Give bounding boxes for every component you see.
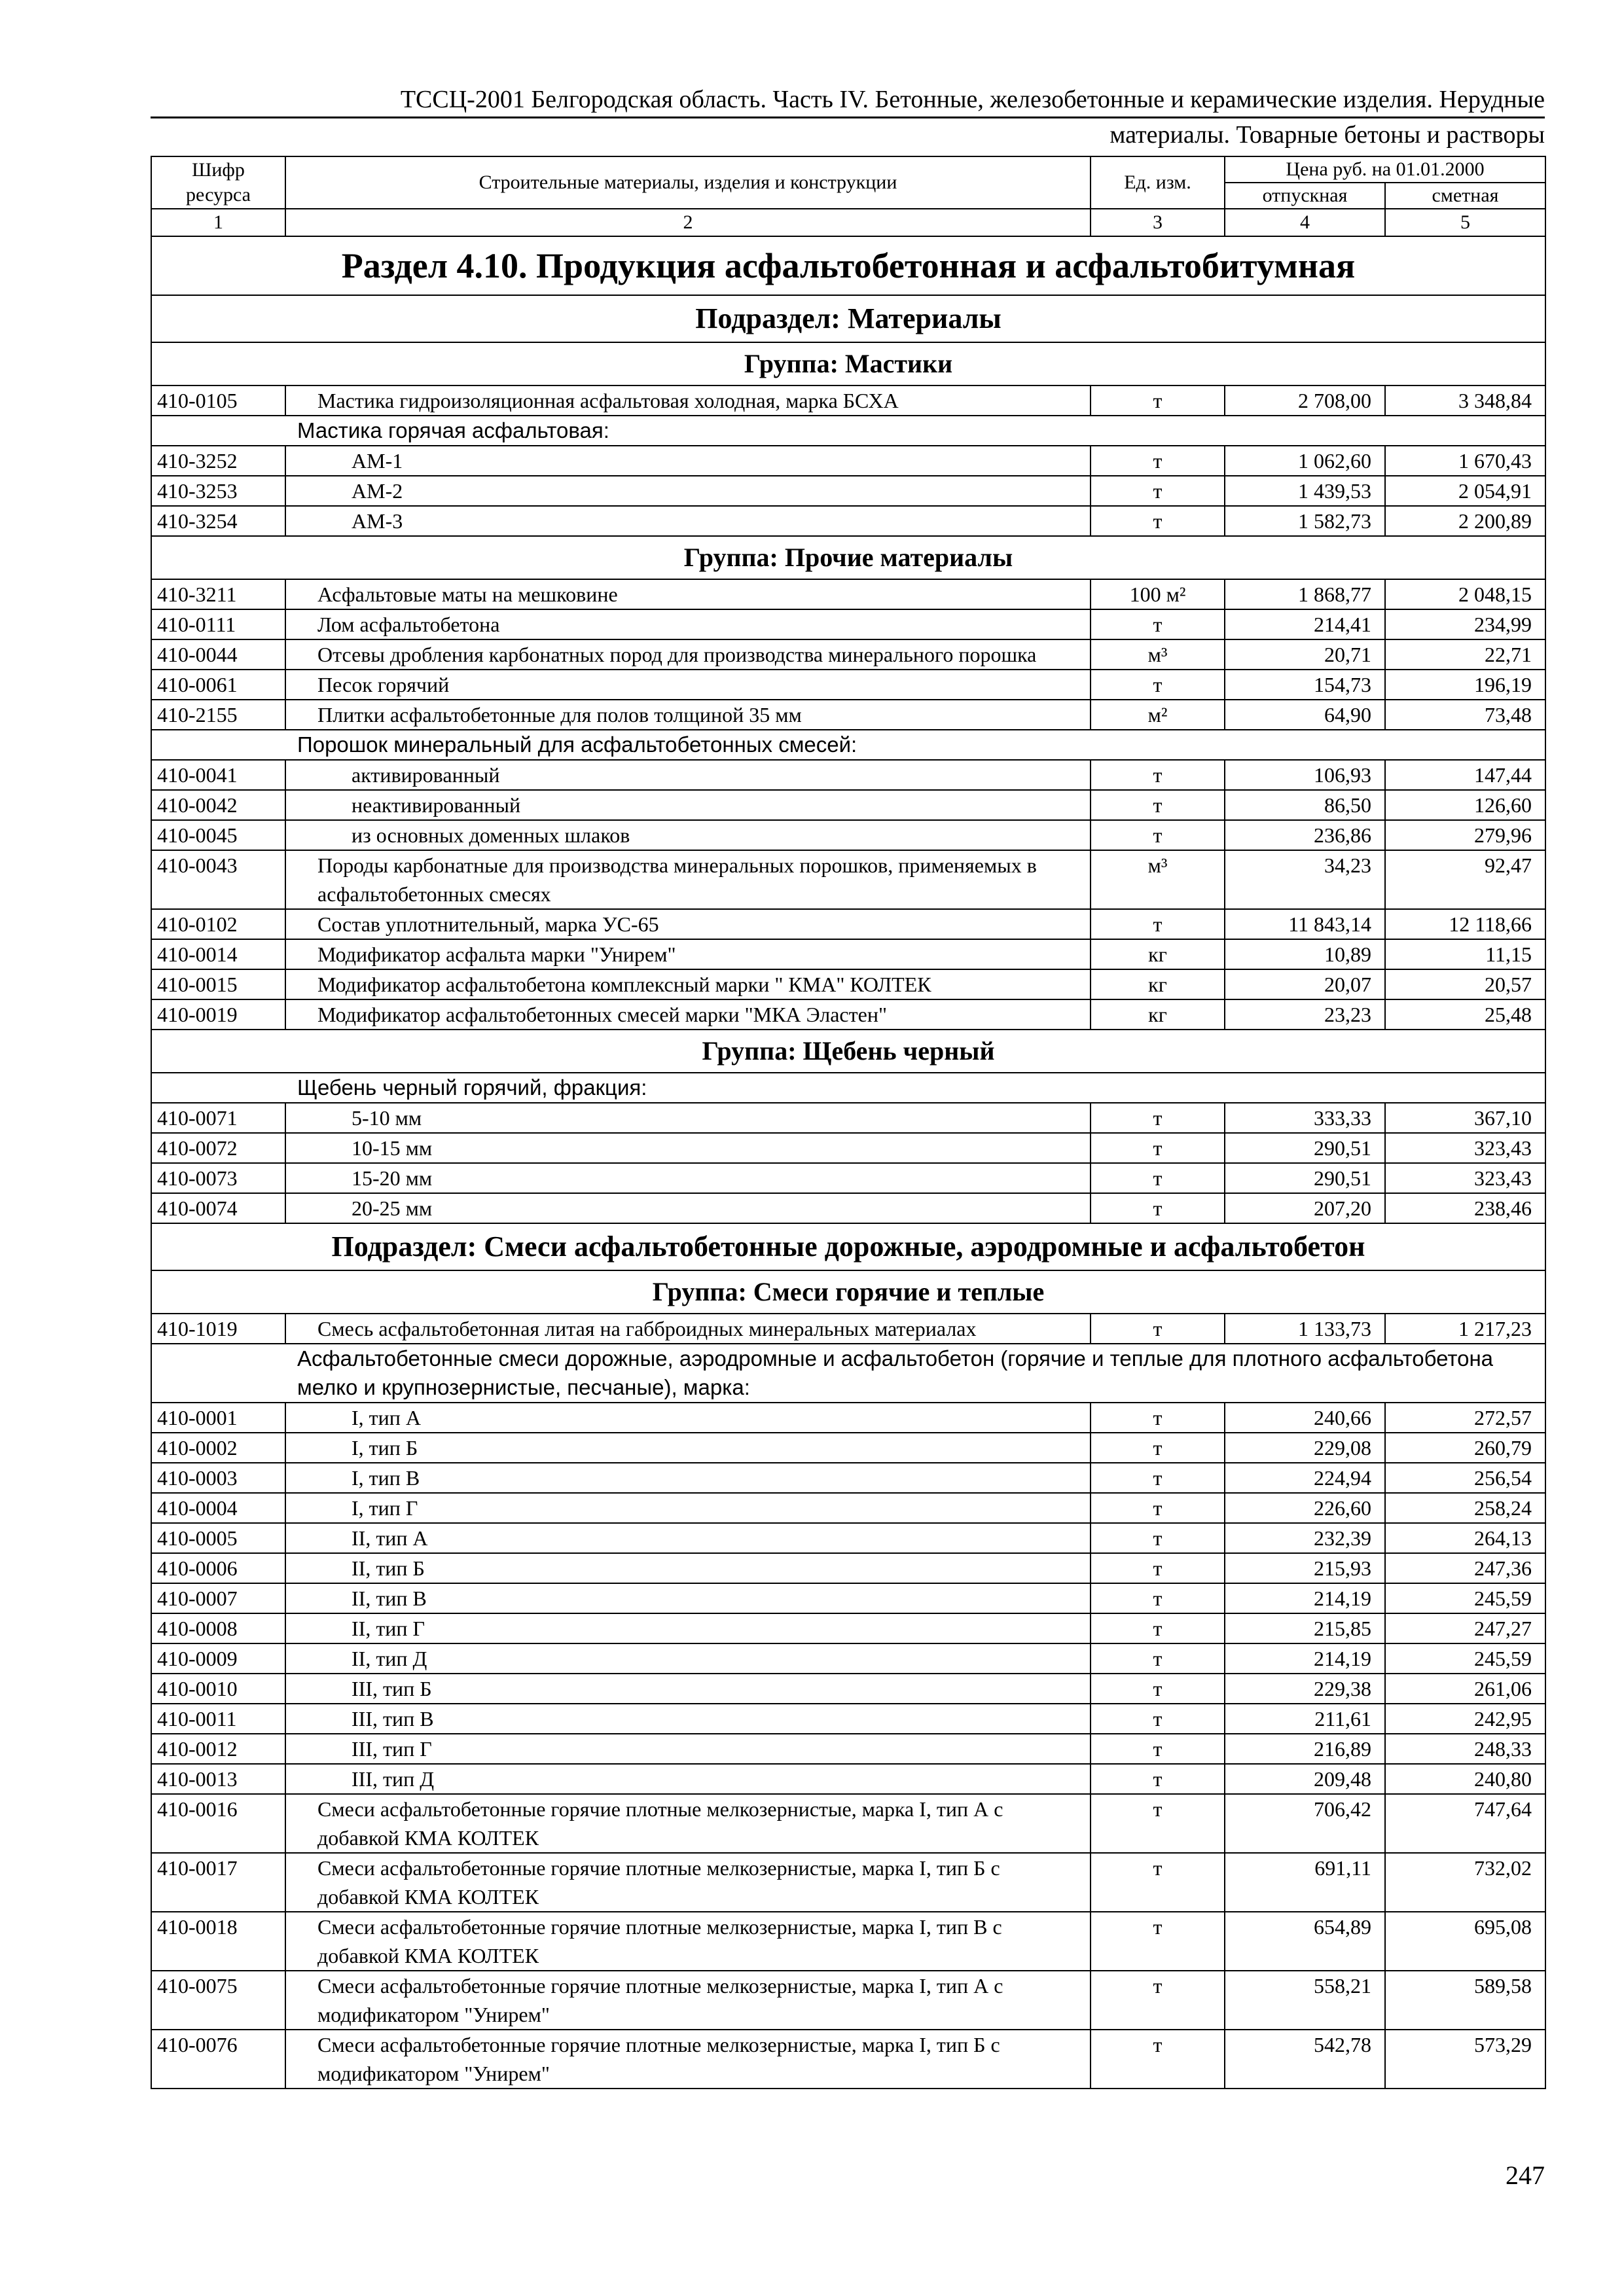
table-row bbox=[151, 1103, 1545, 1133]
resource-code: 410-0041 bbox=[151, 760, 285, 790]
resource-name: III, тип Б bbox=[285, 1674, 1091, 1704]
group-label: Щебень черный горячий, фракция: bbox=[151, 1073, 1545, 1103]
table-row bbox=[151, 1971, 1545, 2030]
resource-unit: т bbox=[1091, 1314, 1225, 1344]
resource-name: Смеси асфальтобетонные горячие плотные мелкозернистые, марка I, тип Б с добавкой КМА КОЛТЕК bbox=[285, 1853, 1091, 1912]
resource-unit: т bbox=[1091, 1193, 1225, 1223]
resource-unit: т bbox=[1091, 1523, 1225, 1553]
col-number: 3 bbox=[1091, 209, 1225, 236]
resource-code: 410-0105 bbox=[151, 386, 285, 416]
resource-name: Модификатор асфальта марки "Унирем" bbox=[285, 939, 1091, 969]
resource-unit: м² bbox=[1091, 700, 1225, 730]
col-header-unit: Ед. изм. bbox=[1091, 156, 1225, 209]
price-release: 240,66 bbox=[1225, 1403, 1385, 1433]
resource-unit: т bbox=[1091, 386, 1225, 416]
table-row bbox=[151, 446, 1545, 476]
resource-name: III, тип В bbox=[285, 1704, 1091, 1734]
resource-unit: т bbox=[1091, 1764, 1225, 1794]
resource-unit: кг bbox=[1091, 999, 1225, 1030]
resource-unit: кг bbox=[1091, 969, 1225, 999]
price-release: 215,85 bbox=[1225, 1613, 1385, 1643]
col-header-release: отпускная bbox=[1225, 183, 1385, 209]
resource-code: 410-0008 bbox=[151, 1613, 285, 1643]
resource-unit: т bbox=[1091, 1643, 1225, 1674]
table-body bbox=[151, 236, 1545, 2089]
resource-name: Плитки асфальтобетонные для полов толщиной 35 мм bbox=[285, 700, 1091, 730]
table-row bbox=[151, 579, 1545, 609]
price-estimate: 248,33 bbox=[1385, 1734, 1545, 1764]
price-release: 1 582,73 bbox=[1225, 506, 1385, 536]
group-title: Группа: Смеси горячие и теплые bbox=[151, 1270, 1545, 1314]
resource-name: Смеси асфальтобетонные горячие плотные мелкозернистые, марка I, тип А с модификатором "Унирем" bbox=[285, 1971, 1091, 2030]
table-row bbox=[151, 1193, 1545, 1223]
resource-unit: т bbox=[1091, 506, 1225, 536]
resource-name: Смесь асфальтобетонная литая на габброидных минеральных материалах bbox=[285, 1314, 1091, 1344]
price-estimate: 573,29 bbox=[1385, 2030, 1545, 2089]
group-label: Мастика горячая асфальтовая: bbox=[151, 416, 1545, 446]
resource-name: II, тип Б bbox=[285, 1553, 1091, 1583]
price-release: 86,50 bbox=[1225, 790, 1385, 820]
price-estimate: 261,06 bbox=[1385, 1674, 1545, 1704]
table-row bbox=[151, 999, 1545, 1030]
price-estimate: 367,10 bbox=[1385, 1103, 1545, 1133]
price-estimate: 2 048,15 bbox=[1385, 579, 1545, 609]
price-release: 214,41 bbox=[1225, 609, 1385, 639]
header-line-1: ТССЦ-2001 Белгородская область. Часть IV. Бетонные, железобетонные и керамические изделия. Нерудные bbox=[400, 86, 1545, 113]
resource-unit: 100 м² bbox=[1091, 579, 1225, 609]
price-estimate: 242,95 bbox=[1385, 1704, 1545, 1734]
price-estimate: 147,44 bbox=[1385, 760, 1545, 790]
table-row bbox=[151, 1433, 1545, 1463]
table-row bbox=[151, 1163, 1545, 1193]
resource-code: 410-0004 bbox=[151, 1493, 285, 1523]
price-release: 214,19 bbox=[1225, 1583, 1385, 1613]
price-estimate: 256,54 bbox=[1385, 1463, 1545, 1493]
resource-code: 410-0002 bbox=[151, 1433, 285, 1463]
resource-name: I, тип Б bbox=[285, 1433, 1091, 1463]
price-estimate: 747,64 bbox=[1385, 1794, 1545, 1853]
price-estimate: 323,43 bbox=[1385, 1133, 1545, 1163]
price-release: 290,51 bbox=[1225, 1133, 1385, 1163]
table-row bbox=[151, 609, 1545, 639]
resource-code: 410-0006 bbox=[151, 1553, 285, 1583]
price-estimate: 272,57 bbox=[1385, 1403, 1545, 1433]
price-release: 290,51 bbox=[1225, 1163, 1385, 1193]
price-release: 209,48 bbox=[1225, 1764, 1385, 1794]
table-row bbox=[151, 1553, 1545, 1583]
price-release: 10,89 bbox=[1225, 939, 1385, 969]
subsection-title: Подраздел: Смеси асфальтобетонные дорожные, аэродромные и асфальтобетон bbox=[151, 1223, 1545, 1270]
resource-unit: м³ bbox=[1091, 850, 1225, 909]
table-row bbox=[151, 939, 1545, 969]
resource-code: 410-3253 bbox=[151, 476, 285, 506]
table-row bbox=[151, 969, 1545, 999]
table-row bbox=[151, 476, 1545, 506]
resource-unit: т bbox=[1091, 1133, 1225, 1163]
price-estimate: 247,36 bbox=[1385, 1553, 1545, 1583]
resource-unit: т bbox=[1091, 446, 1225, 476]
price-estimate: 260,79 bbox=[1385, 1433, 1545, 1463]
resource-unit: т bbox=[1091, 609, 1225, 639]
price-estimate: 732,02 bbox=[1385, 1853, 1545, 1912]
resource-code: 410-0111 bbox=[151, 609, 285, 639]
table-row bbox=[151, 1133, 1545, 1163]
col-number: 2 bbox=[285, 209, 1091, 236]
col-header-name: Строительные материалы, изделия и конструкции bbox=[285, 156, 1091, 209]
price-release: 23,23 bbox=[1225, 999, 1385, 1030]
price-release: 1 868,77 bbox=[1225, 579, 1385, 609]
resource-code: 410-0016 bbox=[151, 1794, 285, 1853]
table-row bbox=[151, 1613, 1545, 1643]
table-row bbox=[151, 1853, 1545, 1912]
resource-name: 15-20 мм bbox=[285, 1163, 1091, 1193]
resource-code: 410-0010 bbox=[151, 1674, 285, 1704]
resource-unit: т bbox=[1091, 1912, 1225, 1971]
resource-name: Песок горячий bbox=[285, 670, 1091, 700]
col-number: 5 bbox=[1385, 209, 1545, 236]
group-label: Асфальтобетонные смеси дорожные, аэродромные и асфальтобетон (горячие и теплые для плотного асфальтобетона мелко и крупнозернистые, песчаные), марка: bbox=[151, 1344, 1545, 1403]
price-release: 214,19 bbox=[1225, 1643, 1385, 1674]
price-release: 706,42 bbox=[1225, 1794, 1385, 1853]
resource-code: 410-0014 bbox=[151, 939, 285, 969]
resource-unit: т bbox=[1091, 1163, 1225, 1193]
price-release: 2 708,00 bbox=[1225, 386, 1385, 416]
group-title: Группа: Мастики bbox=[151, 342, 1545, 386]
price-estimate: 245,59 bbox=[1385, 1643, 1545, 1674]
resource-code: 410-3252 bbox=[151, 446, 285, 476]
resource-unit: т bbox=[1091, 820, 1225, 850]
table-row bbox=[151, 2030, 1545, 2089]
group-label-row bbox=[151, 1344, 1545, 1403]
price-release: 64,90 bbox=[1225, 700, 1385, 730]
resource-code: 410-0011 bbox=[151, 1704, 285, 1734]
group-title: Группа: Щебень черный bbox=[151, 1030, 1545, 1073]
price-release: 229,38 bbox=[1225, 1674, 1385, 1704]
resource-name: III, тип Г bbox=[285, 1734, 1091, 1764]
table-header-row bbox=[151, 156, 1545, 183]
price-release: 34,23 bbox=[1225, 850, 1385, 909]
table-row bbox=[151, 760, 1545, 790]
resource-name: Модификатор асфальтобетона комплексный марки " КМА" КОЛТЕК bbox=[285, 969, 1091, 999]
price-estimate: 3 348,84 bbox=[1385, 386, 1545, 416]
table-row bbox=[151, 1314, 1545, 1344]
resource-code: 410-0045 bbox=[151, 820, 285, 850]
resource-code: 410-0044 bbox=[151, 639, 285, 670]
header-line-2: материалы. Товарные бетоны и растворы bbox=[1110, 121, 1545, 149]
price-release: 226,60 bbox=[1225, 1493, 1385, 1523]
table-row bbox=[151, 1463, 1545, 1493]
table-row bbox=[151, 506, 1545, 536]
header-rule bbox=[151, 117, 1545, 118]
price-estimate: 323,43 bbox=[1385, 1163, 1545, 1193]
price-release: 207,20 bbox=[1225, 1193, 1385, 1223]
resource-name: II, тип Д bbox=[285, 1643, 1091, 1674]
resource-name: Смеси асфальтобетонные горячие плотные мелкозернистые, марка I, тип В с добавкой КМА КОЛТЕК bbox=[285, 1912, 1091, 1971]
resource-code: 410-0003 bbox=[151, 1463, 285, 1493]
price-estimate: 264,13 bbox=[1385, 1523, 1545, 1553]
price-estimate: 92,47 bbox=[1385, 850, 1545, 909]
resource-code: 410-2155 bbox=[151, 700, 285, 730]
resource-unit: т bbox=[1091, 1794, 1225, 1853]
price-release: 1 062,60 bbox=[1225, 446, 1385, 476]
resource-code: 410-0073 bbox=[151, 1163, 285, 1193]
price-estimate: 240,80 bbox=[1385, 1764, 1545, 1794]
resource-code: 410-0013 bbox=[151, 1764, 285, 1794]
subsection-title: Подраздел: Материалы bbox=[151, 295, 1545, 342]
group-row bbox=[151, 1030, 1545, 1073]
resource-code: 410-0102 bbox=[151, 909, 285, 939]
resource-code: 410-0061 bbox=[151, 670, 285, 700]
table-row bbox=[151, 670, 1545, 700]
table-row bbox=[151, 639, 1545, 670]
price-release: 333,33 bbox=[1225, 1103, 1385, 1133]
resource-name: I, тип В bbox=[285, 1463, 1091, 1493]
resource-unit: т bbox=[1091, 1493, 1225, 1523]
resource-name: Лом асфальтобетона bbox=[285, 609, 1091, 639]
group-title: Группа: Прочие материалы bbox=[151, 536, 1545, 579]
resource-code: 410-0072 bbox=[151, 1133, 285, 1163]
resource-unit: т bbox=[1091, 670, 1225, 700]
resource-name: I, тип А bbox=[285, 1403, 1091, 1433]
price-release: 542,78 bbox=[1225, 2030, 1385, 2089]
resource-unit: т bbox=[1091, 1674, 1225, 1704]
resource-code: 410-0017 bbox=[151, 1853, 285, 1912]
price-estimate: 22,71 bbox=[1385, 639, 1545, 670]
table-row bbox=[151, 1734, 1545, 1764]
price-estimate: 1 217,23 bbox=[1385, 1314, 1545, 1344]
price-estimate: 12 118,66 bbox=[1385, 909, 1545, 939]
table-row bbox=[151, 700, 1545, 730]
resource-unit: т bbox=[1091, 1583, 1225, 1613]
resource-code: 410-0075 bbox=[151, 1971, 285, 2030]
price-release: 654,89 bbox=[1225, 1912, 1385, 1971]
price-estimate: 247,27 bbox=[1385, 1613, 1545, 1643]
resource-code: 410-1019 bbox=[151, 1314, 285, 1344]
table-row bbox=[151, 1764, 1545, 1794]
resource-unit: т bbox=[1091, 909, 1225, 939]
price-estimate: 126,60 bbox=[1385, 790, 1545, 820]
price-estimate: 258,24 bbox=[1385, 1493, 1545, 1523]
resource-unit: т bbox=[1091, 1103, 1225, 1133]
section-row bbox=[151, 236, 1545, 295]
table-row bbox=[151, 909, 1545, 939]
resource-name: из основных доменных шлаков bbox=[285, 820, 1091, 850]
table-row bbox=[151, 1403, 1545, 1433]
price-estimate: 238,46 bbox=[1385, 1193, 1545, 1223]
table-row bbox=[151, 1643, 1545, 1674]
table-row bbox=[151, 386, 1545, 416]
resource-code: 410-0074 bbox=[151, 1193, 285, 1223]
table-row bbox=[151, 1583, 1545, 1613]
price-release: 229,08 bbox=[1225, 1433, 1385, 1463]
group-row bbox=[151, 536, 1545, 579]
resource-name: II, тип В bbox=[285, 1583, 1091, 1613]
resource-name: 20-25 мм bbox=[285, 1193, 1091, 1223]
resource-code: 410-0042 bbox=[151, 790, 285, 820]
price-estimate: 11,15 bbox=[1385, 939, 1545, 969]
resource-name: Смеси асфальтобетонные горячие плотные мелкозернистые, марка I, тип Б с модификатором "Унирем" bbox=[285, 2030, 1091, 2089]
table-row bbox=[151, 820, 1545, 850]
resource-name: II, тип А bbox=[285, 1523, 1091, 1553]
resource-name: 5-10 мм bbox=[285, 1103, 1091, 1133]
col-header-estimate: сметная bbox=[1385, 183, 1545, 209]
group-row bbox=[151, 342, 1545, 386]
price-release: 215,93 bbox=[1225, 1553, 1385, 1583]
resource-unit: т bbox=[1091, 790, 1225, 820]
col-number: 1 bbox=[151, 209, 285, 236]
resource-code: 410-0001 bbox=[151, 1403, 285, 1433]
price-release: 154,73 bbox=[1225, 670, 1385, 700]
price-release: 558,21 bbox=[1225, 1971, 1385, 2030]
resource-name: Мастика гидроизоляционная асфальтовая холодная, марка БСХА bbox=[285, 386, 1091, 416]
price-estimate: 73,48 bbox=[1385, 700, 1545, 730]
resource-unit: т bbox=[1091, 1553, 1225, 1583]
resource-unit: т bbox=[1091, 1704, 1225, 1734]
resource-unit: т bbox=[1091, 2030, 1225, 2089]
group-label-row bbox=[151, 1073, 1545, 1103]
column-number-row bbox=[151, 209, 1545, 236]
resource-code: 410-0018 bbox=[151, 1912, 285, 1971]
resource-unit: т bbox=[1091, 1613, 1225, 1643]
subsection-row bbox=[151, 295, 1545, 342]
price-release: 20,71 bbox=[1225, 639, 1385, 670]
resource-name: Асфальтовые маты на мешковине bbox=[285, 579, 1091, 609]
resource-name: III, тип Д bbox=[285, 1764, 1091, 1794]
resource-name: Состав уплотнительный, марка УС-65 bbox=[285, 909, 1091, 939]
price-estimate: 1 670,43 bbox=[1385, 446, 1545, 476]
resource-code: 410-0043 bbox=[151, 850, 285, 909]
price-release: 236,86 bbox=[1225, 820, 1385, 850]
resource-unit: т bbox=[1091, 1463, 1225, 1493]
section-title: Раздел 4.10. Продукция асфальтобетонная и асфальтобитумная bbox=[151, 236, 1545, 295]
price-estimate: 2 200,89 bbox=[1385, 506, 1545, 536]
price-estimate: 245,59 bbox=[1385, 1583, 1545, 1613]
resource-unit: м³ bbox=[1091, 639, 1225, 670]
price-estimate: 196,19 bbox=[1385, 670, 1545, 700]
price-estimate: 234,99 bbox=[1385, 609, 1545, 639]
resource-name: I, тип Г bbox=[285, 1493, 1091, 1523]
resource-code: 410-0015 bbox=[151, 969, 285, 999]
price-estimate: 589,58 bbox=[1385, 1971, 1545, 2030]
price-estimate: 279,96 bbox=[1385, 820, 1545, 850]
running-header bbox=[151, 84, 1545, 150]
resource-code: 410-0005 bbox=[151, 1523, 285, 1553]
resource-code: 410-0019 bbox=[151, 999, 285, 1030]
resource-code: 410-0007 bbox=[151, 1583, 285, 1613]
price-release: 106,93 bbox=[1225, 760, 1385, 790]
resource-name: активированный bbox=[285, 760, 1091, 790]
resource-unit: т bbox=[1091, 1734, 1225, 1764]
col-header-code: Шифр ресурса bbox=[151, 156, 285, 209]
price-release: 691,11 bbox=[1225, 1853, 1385, 1912]
resource-unit: кг bbox=[1091, 939, 1225, 969]
table-row bbox=[151, 850, 1545, 909]
resource-name: II, тип Г bbox=[285, 1613, 1091, 1643]
col-number: 4 bbox=[1225, 209, 1385, 236]
price-release: 224,94 bbox=[1225, 1463, 1385, 1493]
resource-unit: т bbox=[1091, 1853, 1225, 1912]
price-estimate: 25,48 bbox=[1385, 999, 1545, 1030]
group-label-row bbox=[151, 416, 1545, 446]
resource-name: АМ-3 bbox=[285, 506, 1091, 536]
resource-unit: т bbox=[1091, 1433, 1225, 1463]
col-header-price: Цена руб. на 01.01.2000 bbox=[1225, 156, 1545, 183]
resource-name: Отсевы дробления карбонатных пород для производства минерального порошка bbox=[285, 639, 1091, 670]
resource-name: 10-15 мм bbox=[285, 1133, 1091, 1163]
resource-name: неактивированный bbox=[285, 790, 1091, 820]
price-release: 20,07 bbox=[1225, 969, 1385, 999]
resource-code: 410-0076 bbox=[151, 2030, 285, 2089]
price-estimate: 20,57 bbox=[1385, 969, 1545, 999]
resource-unit: т bbox=[1091, 1971, 1225, 2030]
subsection-row bbox=[151, 1223, 1545, 1270]
resource-name: Породы карбонатные для производства минеральных порошков, применяемых в асфальтобетонных смесях bbox=[285, 850, 1091, 909]
group-row bbox=[151, 1270, 1545, 1314]
resource-code: 410-0012 bbox=[151, 1734, 285, 1764]
resource-name: АМ-1 bbox=[285, 446, 1091, 476]
table-row bbox=[151, 1674, 1545, 1704]
resource-unit: т bbox=[1091, 1403, 1225, 1433]
price-release: 211,61 bbox=[1225, 1704, 1385, 1734]
resource-code: 410-0071 bbox=[151, 1103, 285, 1133]
price-estimate: 2 054,91 bbox=[1385, 476, 1545, 506]
page-number: 247 bbox=[1506, 2161, 1545, 2190]
price-release: 216,89 bbox=[1225, 1734, 1385, 1764]
table-row bbox=[151, 1912, 1545, 1971]
resource-unit: т bbox=[1091, 760, 1225, 790]
table-row bbox=[151, 1704, 1545, 1734]
resource-code: 410-3254 bbox=[151, 506, 285, 536]
resource-name: Модификатор асфальтобетонных смесей марки "МКА Эластен" bbox=[285, 999, 1091, 1030]
table-row bbox=[151, 790, 1545, 820]
price-release: 1 439,53 bbox=[1225, 476, 1385, 506]
group-label: Порошок минеральный для асфальтобетонных смесей: bbox=[151, 730, 1545, 760]
table-row bbox=[151, 1493, 1545, 1523]
resource-unit: т bbox=[1091, 476, 1225, 506]
table-row bbox=[151, 1523, 1545, 1553]
resource-code: 410-0009 bbox=[151, 1643, 285, 1674]
resource-name: Смеси асфальтобетонные горячие плотные мелкозернистые, марка I, тип А с добавкой КМА КОЛТЕК bbox=[285, 1794, 1091, 1853]
resource-name: АМ-2 bbox=[285, 476, 1091, 506]
price-table bbox=[151, 156, 1546, 2089]
price-release: 232,39 bbox=[1225, 1523, 1385, 1553]
price-release: 1 133,73 bbox=[1225, 1314, 1385, 1344]
table-row bbox=[151, 1794, 1545, 1853]
price-estimate: 695,08 bbox=[1385, 1912, 1545, 1971]
group-label-row bbox=[151, 730, 1545, 760]
price-release: 11 843,14 bbox=[1225, 909, 1385, 939]
resource-code: 410-3211 bbox=[151, 579, 285, 609]
